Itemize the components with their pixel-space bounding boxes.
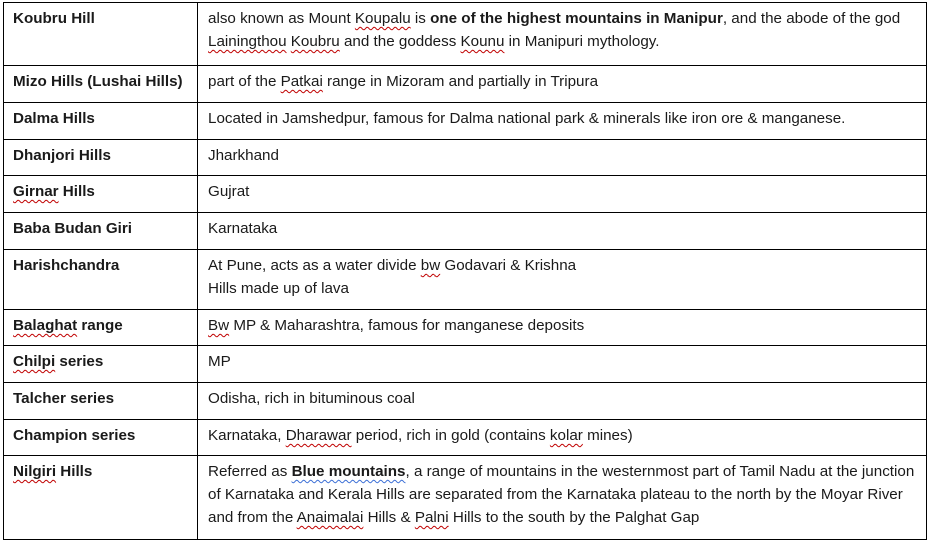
row-name: Talcher series bbox=[13, 390, 115, 407]
table-row bbox=[4, 3, 927, 66]
table-row bbox=[4, 103, 927, 140]
desc-text: MP bbox=[208, 353, 231, 370]
row-name: Hills bbox=[56, 463, 93, 480]
desc-text: range in Mizoram and partially in Tripura bbox=[322, 73, 599, 90]
row-desc-cell bbox=[198, 346, 927, 383]
row-desc-cell bbox=[198, 103, 927, 140]
row-name: Champion series bbox=[13, 427, 136, 444]
table-row bbox=[4, 310, 927, 346]
row-desc-cell bbox=[198, 250, 927, 310]
desc-text: MP & Maharashtra, famous for manganese deposits bbox=[229, 317, 585, 334]
row-name-cell bbox=[4, 66, 198, 103]
desc-text: , a range of mountains in the westernmost part of Tamil Nadu at the junction of Karnataka and Kerala Hills are separated from the Karnataka plateau to the north by the Moyar River and from the bbox=[208, 463, 915, 526]
desc-text: in Manipuri mythology. bbox=[504, 33, 660, 50]
row-name-cell bbox=[4, 250, 198, 310]
desc-text: At Pune, acts as a water divide bbox=[208, 257, 421, 274]
misspelled-word: Lainingthou bbox=[208, 33, 287, 50]
desc-line: Hills made up of lava bbox=[208, 280, 349, 297]
table-row bbox=[4, 346, 927, 383]
row-desc-cell bbox=[198, 66, 927, 103]
row-name-cell bbox=[4, 140, 198, 176]
desc-bold-text: one of the highest mountains in Manipur bbox=[430, 10, 723, 27]
table-row bbox=[4, 383, 927, 420]
desc-text: Hills & bbox=[363, 509, 415, 526]
misspelled-word: Bw bbox=[208, 317, 230, 334]
row-name-cell bbox=[4, 383, 198, 420]
row-name: Harishchandra bbox=[13, 257, 120, 274]
row-name-cell bbox=[4, 176, 198, 213]
misspelled-word: Dharawar bbox=[285, 427, 352, 444]
row-name: series bbox=[55, 353, 104, 370]
desc-text: Jharkhand bbox=[208, 147, 279, 164]
row-name: Koubru Hill bbox=[13, 10, 95, 27]
misspelled-word: Anaimalai bbox=[296, 509, 364, 526]
row-name-cell bbox=[4, 346, 198, 383]
misspelled-word: Palni bbox=[414, 509, 449, 526]
desc-text: and the goddess bbox=[339, 33, 461, 50]
row-name: Mizo Hills (Lushai Hills) bbox=[13, 73, 183, 90]
desc-bold-text: Blue mountains bbox=[291, 463, 406, 480]
desc-text: , and the abode of the god bbox=[722, 10, 901, 27]
desc-text: part of the bbox=[208, 73, 281, 90]
table-row bbox=[4, 420, 927, 456]
row-desc-cell bbox=[198, 213, 927, 250]
row-desc-cell bbox=[198, 310, 927, 346]
misspelled-word: bw bbox=[420, 257, 441, 274]
table-row bbox=[4, 250, 927, 310]
row-name: Dhanjori Hills bbox=[13, 147, 111, 164]
desc-text: Karnataka bbox=[208, 220, 278, 237]
desc-text: Odisha, rich in bituminous coal bbox=[208, 390, 415, 407]
row-desc-cell bbox=[198, 176, 927, 213]
row-name: Hills bbox=[58, 183, 95, 200]
misspelled-word: Koupalu bbox=[354, 10, 411, 27]
desc-text: Karnataka, bbox=[208, 427, 286, 444]
row-name: Baba Budan Giri bbox=[13, 220, 132, 237]
misspelled-word: Girnar bbox=[13, 183, 59, 200]
desc-text: mines) bbox=[582, 427, 633, 444]
desc-text: Located in Jamshedpur, famous for Dalma national park & minerals like iron ore & manganese. bbox=[208, 110, 846, 127]
table-row bbox=[4, 176, 927, 213]
table-row bbox=[4, 456, 927, 540]
misspelled-word: kolar bbox=[549, 427, 583, 444]
row-desc-cell bbox=[198, 383, 927, 420]
misspelled-word: Kounu bbox=[460, 33, 505, 50]
row-desc-cell bbox=[198, 456, 927, 540]
misspelled-word: Koubru bbox=[290, 33, 340, 50]
desc-text: also known as Mount bbox=[208, 10, 355, 27]
row-name: range bbox=[77, 317, 123, 334]
row-name-cell bbox=[4, 456, 198, 540]
row-desc-cell bbox=[198, 140, 927, 176]
misspelled-word: Chilpi bbox=[13, 353, 56, 370]
table-row bbox=[4, 140, 927, 176]
row-name-cell bbox=[4, 103, 198, 140]
row-desc-cell bbox=[198, 3, 927, 66]
desc-text: period, rich in gold (contains bbox=[351, 427, 550, 444]
desc-line bbox=[208, 254, 918, 277]
desc-text: Gujrat bbox=[208, 183, 250, 200]
row-name-cell bbox=[4, 3, 198, 66]
hills-table bbox=[3, 2, 927, 540]
row-name-cell bbox=[4, 213, 198, 250]
row-name: Dalma Hills bbox=[13, 110, 95, 127]
desc-text: Hills to the south by the Palghat Gap bbox=[448, 509, 700, 526]
row-name-cell bbox=[4, 420, 198, 456]
table-row bbox=[4, 66, 927, 103]
table-row bbox=[4, 213, 927, 250]
misspelled-word: Patkai bbox=[280, 73, 323, 90]
desc-text: is bbox=[410, 10, 431, 27]
row-name-cell bbox=[4, 310, 198, 346]
row-desc-cell bbox=[198, 420, 927, 456]
misspelled-word: Balaghat bbox=[13, 317, 78, 334]
desc-text: Referred as bbox=[208, 463, 292, 480]
desc-text: Godavari & Krishna bbox=[440, 257, 577, 274]
misspelled-word: Nilgiri bbox=[13, 463, 57, 480]
